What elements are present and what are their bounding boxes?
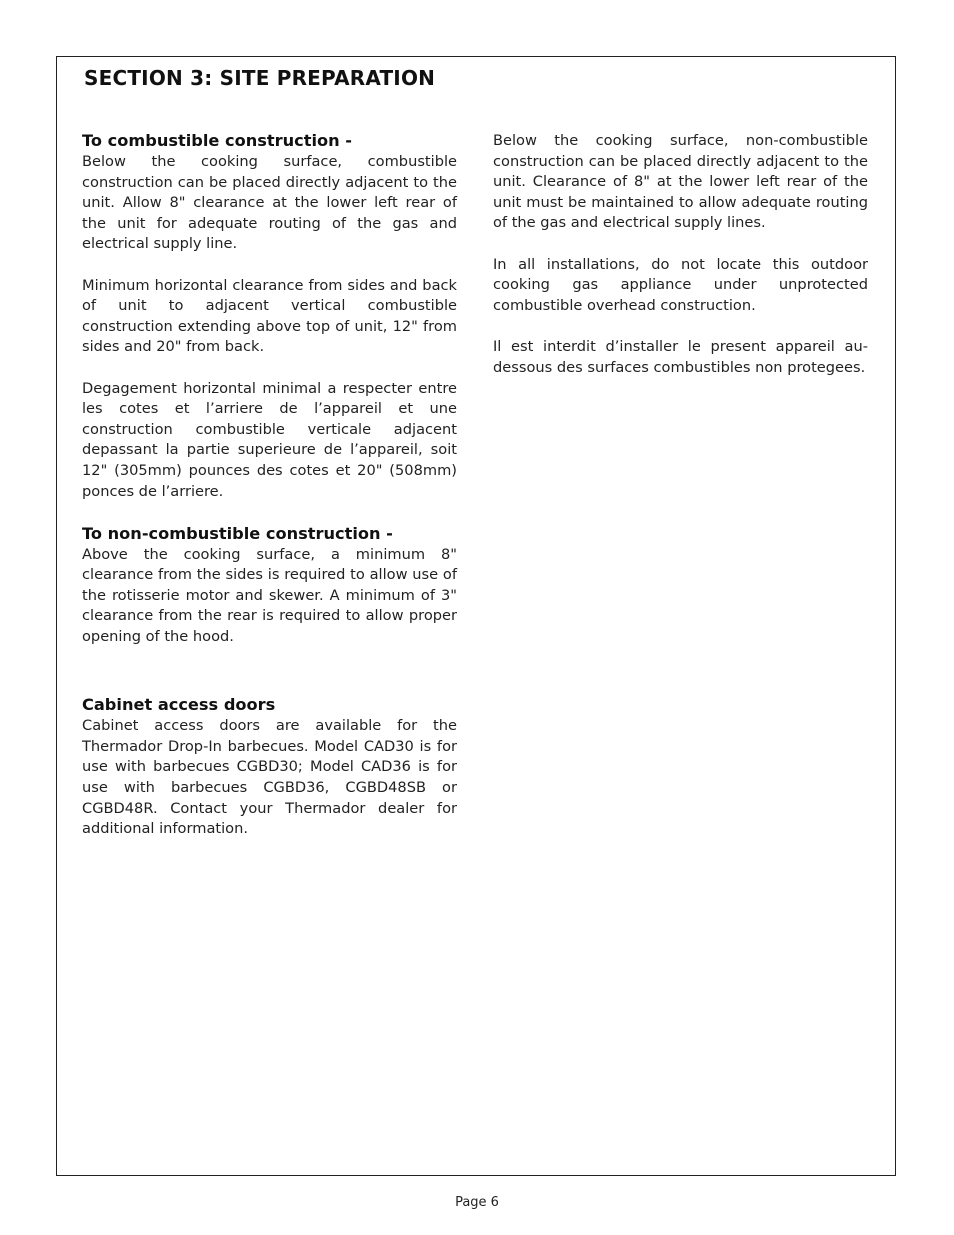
combustible-paragraph-1: Below the cooking surface, combustible construction can be placed directly adjacent to the unit. Allow 8" clearance at the lower left rear of the unit for adequate routing of the gas and electrical supply line. (82, 153, 457, 253)
cabinet-access-heading: Cabinet access doors (82, 695, 276, 715)
combustible-heading: To combustible construction - (82, 131, 353, 150)
non-combustible-heading: To non-combustible construction - (82, 523, 393, 543)
overhead-warning-french: Il est interdit d’installer le present appareil au-dessous des surfaces combustibles non protegees. (493, 337, 868, 376)
combustible-paragraph-3-french: Degagement horizontal minimal a respecter entre les cotes et l’arriere de l’appareil et une construction combustible verticale adjacent depassant la partie superieure de l’appareil, soit 12" (305mm) pounces des cotes et 20" (508mm) ponces de l’arriere. (82, 379, 457, 500)
combustible-paragraph-2: Minimum horizontal clearance from sides and back of unit to adjacent vertical combustible construction extending above top of unit, 12" from sides and 20" from back. (82, 276, 457, 356)
spacer (82, 668, 457, 694)
overhead-warning-paragraph: In all installations, do not locate this outdoor cooking gas appliance under unprotected combustible overhead construction. (493, 255, 868, 314)
cabinet-access-paragraph: Cabinet access doors are available for the Thermador Drop-In barbecues. Model CAD30 is for use with barbecues CGBD30; Model CAD36 is for use with barbecues CGBD36, CGBD48SB or CGBD48R. Contact your Thermador dealer for additional information. (82, 717, 457, 838)
section-title: SECTION 3: SITE PREPARATION (84, 66, 436, 90)
non-combustible-detail-paragraph: Below the cooking surface, non-combustible construction can be placed directly adjacent to the unit. Clearance of 8" at the lower left rear of the unit must be maintained to allow adequate routing of the gas and electrical supply lines. (493, 132, 868, 232)
page-number: Page 6 (455, 1195, 499, 1210)
right-column (493, 131, 868, 399)
left-column (82, 130, 457, 860)
non-combustible-paragraph: Above the cooking surface, a minimum 8" clearance from the sides is required to allow use of the rotisserie motor and skewer. A minimum of 3" clearance from the rear is required to allow proper opening of the hood. (82, 545, 457, 646)
